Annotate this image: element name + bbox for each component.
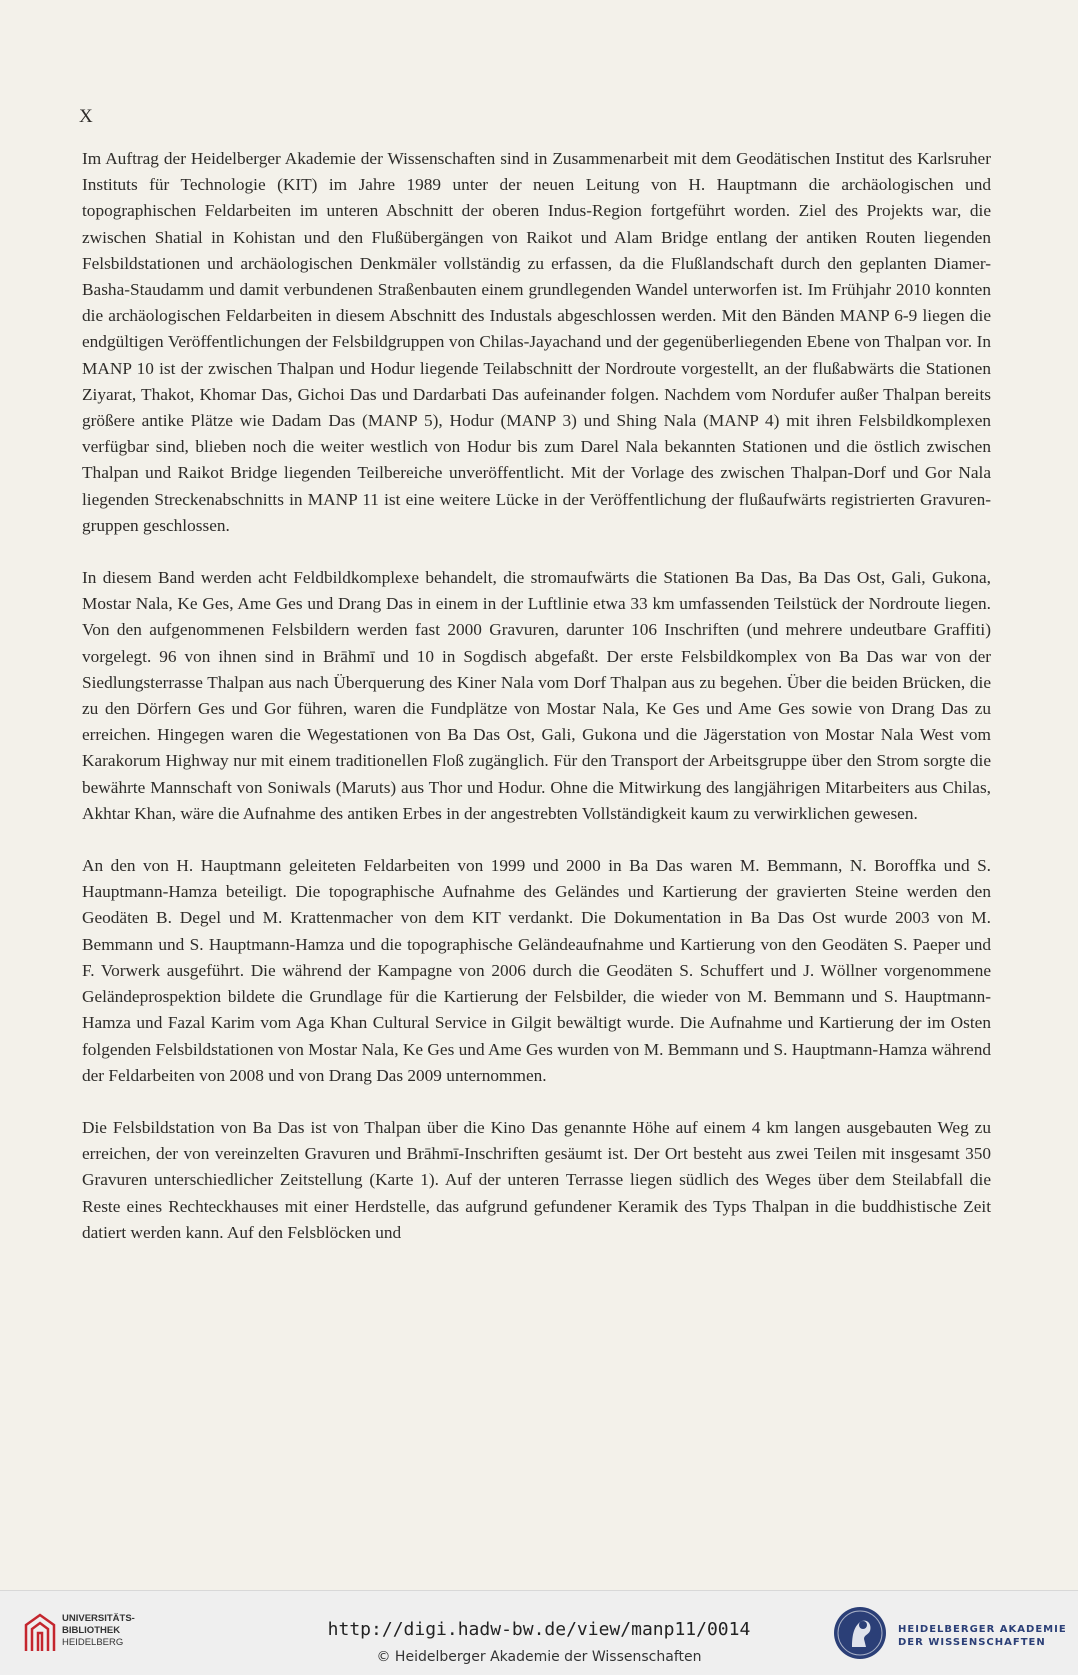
permalink-url[interactable]: http://digi.hadw-bw.de/view/manp11/0014 [327, 1619, 751, 1640]
paragraph-3: An den von H. Hauptmann geleiteten Feldarbeiten von 1999 und 2000 in Ba Das waren M. Bemmann, N. Boroffka und S. Hauptmann-Hamza beteiligt. Die topographische Aufnahme des Geländes und Kartierung der gravierten Steine werden den Geodäten B. Degel und M. Krattenmacher von dem KIT verdankt. Die Dokumentation in Ba Das Ost wurde 2003 von M. Bemmann und S. Hauptmann-Hamza und die topographische Geländeaufnahme und Kartierung von den Geodäten S. Paeper und F. Vorwerk ausgeführt. Die während der Kampagne von 2006 durch die Geodäten S. Schuffert und J. Wöllner vorgenommene Geländeprospektion bildete die Grundlage für die Kartierung der Felsbilder, die wieder von M. Bemmann und S. Hauptmann-Hamza und Fazal Karim vom Aga Khan Cultural Service in Gilgit bewältigt wurde. Die Aufnahme und Kartierung der im Osten folgenden Felsbildstationen von Mostar Nala, Ke Ges und Ame Ges wurden von M. Bemmann und S. Hauptmann-Hamza während der Feldarbeiten von 2008 und von Drang Das 2009 unternommen. [82, 856, 991, 1085]
hadw-line-1: HEIDELBERGER AKADEMIE [898, 1624, 1067, 1635]
paragraph-4: Die Felsbildstation von Ba Das ist von Thalpan über die Kino Das genannte Höhe auf einem 4 km langen ausgebauten Weg zu erreichen, der von vereinzelten Gravuren und Brāhmī-Inschriften gesäumt ist. Der Ort besteht aus zwei Teilen mit insgesamt 350 Gravuren unterschiedlicher Zeitstellung (Karte 1). Auf der unteren Terrasse liegen südlich des Weges über dem Steilabfall die Reste eines Rechteckhauses mit einer Herdstelle, das aufgrund gefundener Keramik des Typs Thalpan in die buddhistische Zeit datiert werden kann. Auf den Felsblöcken und [82, 1117, 991, 1242]
body-text [82, 146, 991, 1272]
ub-line-2: BIBLIOTHEK [62, 1625, 121, 1636]
page-number: X [79, 106, 93, 127]
copyright-notice: © Heidelberger Akademie der Wissenschaften [376, 1649, 702, 1665]
hadw-line-2: DER WISSENSCHAFTEN [898, 1637, 1046, 1648]
academy-seal-icon [832, 1605, 888, 1661]
paragraph-2: In diesem Band werden acht Feldbildkomplexe behandelt, die stromaufwärts die Stationen Ba Das, Ba Das Ost, Gali, Gukona, Mostar Nala, Ke Ges, Ame Ges und Drang Das in einem in der Luftlinie etwa 33 km umfassenden Teilstück der Nordroute liegen. Von den aufgenommenen Felsbildern werden fast 2000 Gravuren, darunter 106 Inschriften (und mehrere undeutbare Graffiti) vorgelegt. 96 von ihnen sind in Brāhmī und 10 in Sogdisch abgefaßt. Der erste Felsbildkomplex von Ba Das war von der Siedlungsterrasse Thalpan aus nach Überquerung des Kiner Nala vom Dorf Thalpan aus zu begehen. Über die beiden Brücken, die zu den Dörfern Ges und Gor führen, waren die Fundplätze von Mostar Nala, Ke Ges und Ame Ges sowie von Drang Das zu erreichen. Hingegen waren die Wegestationen von Ba Das Ost, Gali, Gukona und die Jägerstation von Mostar Nala West vom Karakorum Highway nur mit einem traditionellen Floß zugänglich. Für den Transport der Arbeitsgruppe über den Strom sorgte die bewährte Mannschaft von Soniwals (Maruts) aus Thor und Hodur. Ohne die Mitwirkung des langjährigen Mitarbeiters aus Chilas, Akhtar Khan, wäre die Aufnahme des antiken Erbes in der angestrebten Vollständigkeit kaum zu verwirklichen gewesen. [82, 568, 991, 823]
footer-bar [0, 1590, 1078, 1675]
paragraph-1: Im Auftrag der Heidelberger Akademie der Wissenschaften sind in Zusammenarbeit mit dem Geodätischen Institut des Karlsruher Instituts für Technologie (KIT) im Jahre 1989 unter der neuen Leitung von H. Hauptmann die archäologischen und topographischen Feldarbeiten im unteren Abschnitt der oberen Indus-Region fortgeführt worden. Ziel des Projekts war, die zwischen Shatial in Kohistan und den Flußübergängen von Raikot und Alam Bridge entlang der antiken Routen liegenden Felsbildstationen und archäologischen Denkmäler vollständig zu erfassen, da die Flußlandschaft durch den geplanten Diamer-Basha-Staudamm und damit verbundenen Straßenbauten einem grundlegenden Wandel unterworfen ist. Im Frühjahr 2010 konnten die archäologischen Feldarbeiten in diesem Abschnitt des Industals abgeschlossen werden. Mit den Bänden MANP 6-9 liegen die endgültigen Veröffentlichungen der Felsbildgruppen von Chilas-Jayachand und der gegenüberliegenden Ebene von Thalpan vor. In MANP 10 ist der zwischen Thalpan und Hodur liegende Teilabschnitt der Nordroute vorgestellt, an der flußabwärts die Stationen Ziyarat, Thakot, Khomar Das, Gichoi Das und Dardarbati Das aufeinander folgen. Nachdem vom Nordufer außer Thalpan bereits größere antike Plätze wie Dadam Das (MANP 5), Hodur (MANP 3) und Shing Nala (MANP 4) mit ihren Felsbildkomplexen verfügbar sind, blieben noch die weiter westlich von Hodur bis zum Darel Nala bekannten Stationen und die östlich zwischen Thalpan und Raikot Bridge liegenden Teilbereiche unveröffentlicht. Mit der Vorlage des zwischen Thalpan-Dorf und Gor Nala liegenden Streckenabschnitts in MANP 11 ist eine weitere Lücke in der Veröffentlichung der flußaufwärts registrierten Gravurengruppen geschlossen. [82, 149, 991, 535]
academy-logo[interactable] [832, 1603, 1072, 1663]
ub-line-1: UNIVERSITÄTS- [62, 1613, 135, 1624]
academy-logo-text [898, 1623, 1067, 1649]
ub-line-3: HEIDELBERG [62, 1637, 124, 1648]
